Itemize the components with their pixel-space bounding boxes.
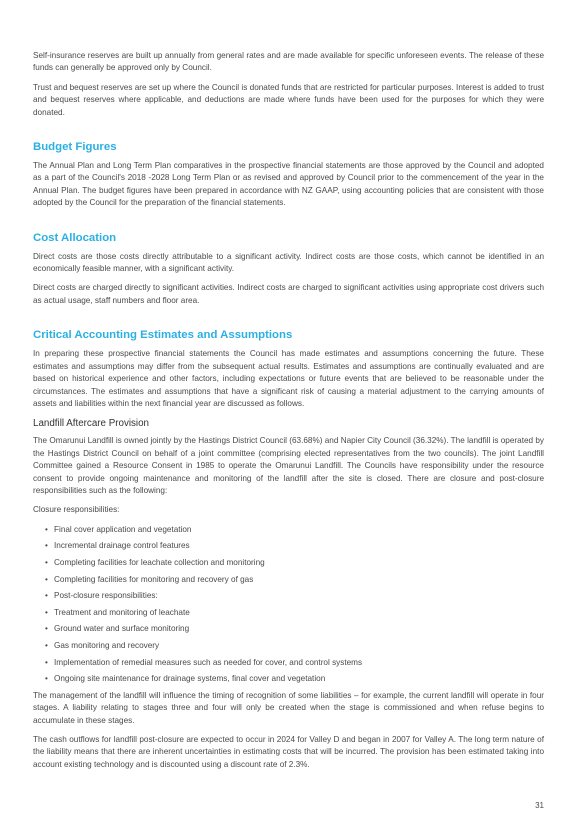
cost-paragraph-2: Direct costs are charged directly to significant activities. Indirect costs are charged to significant activities using appropriate cost drivers such as actual usage, staff numbers and floor area. — [33, 283, 544, 305]
list-item: • Post-closure responsibilities: — [45, 591, 158, 601]
bullet-icon: • — [45, 591, 48, 601]
bullet-icon: • — [45, 541, 48, 551]
list-item: • Completing facilities for monitoring and recovery of gas — [45, 574, 254, 584]
landfill-paragraph-1: The Omarunui Landfill is owned jointly by the Hastings District Council (63.68%) and Napier City Council (36.32%). The landfill is operated by the Hastings District Council on behalf of a joint committee (comprising elected representatives from the two councils). The joint Landfill Committee gained a Resource Consent in 1985 to operate the Omarunui Landfill. The Councils have responsibility under the resource consent to provide ongoing maintenance and monitoring of the landfill after the site is closed. There are closure and post-closure responsibilities such as the following: — [33, 436, 544, 495]
critical-paragraph: In preparing these prospective financial statements the Council has made estimates and assumptions concerning the future. These estimates and assumptions may differ from the subsequent actual results. Estimates and assumptions are continually evaluated and are based on historical experience and other factors, including expectations or future events that are believed to be reasonable under the circumstances. The estimates and assumptions that have a significant risk of causing a material adjustment to the carrying amounts of assets and liabilities within the next financial year are discussed as follows. — [33, 349, 544, 408]
list-item: • Final cover application and vegetation — [45, 524, 192, 534]
intro-paragraph-2: Trust and bequest reserves are set up where the Council is donated funds that are restricted for particular purposes. Interest is added to trust and bequest reserves where applicable, and deductions are made where funds have been used for the purposes for which they were donated. — [33, 82, 544, 117]
list-item: • Gas monitoring and recovery — [45, 640, 160, 650]
budget-paragraph: The Annual Plan and Long Term Plan comparatives in the prospective financial statements are those approved by the Council and adopted as a part of the Council's 2018 -2028 Long Term Plan or as revised and approved by Council prior to the commencement of the year in the Annual Plan. The budget figures have been prepared in accordance with NZ GAAP, using accounting policies that are consistent with those adopted by the Council for the preparation of the financial statements. — [33, 161, 544, 208]
bullet-icon: • — [45, 674, 48, 684]
list-item: • Completing facilities for leachate collection and monitoring — [45, 557, 265, 567]
list-item: • Ground water and surface monitoring — [45, 624, 190, 634]
page-number: 31 — [535, 801, 544, 810]
landfill-heading: Landfill Aftercare Provision — [33, 418, 149, 430]
bullet-icon: • — [45, 574, 48, 584]
closure-responsibilities-list — [33, 524, 544, 684]
bullet-icon: • — [45, 524, 48, 534]
list-item: • Treatment and monitoring of leachate — [45, 607, 190, 617]
bullet-icon: • — [45, 557, 48, 567]
cost-paragraph-1: Direct costs are those costs directly attributable to a significant activity. Indirect costs are those costs, which cannot be identified in an economically feasible manner, with a significant activity. — [33, 251, 544, 274]
cost-allocation-heading: Cost Allocation — [33, 231, 117, 244]
list-item: • Ongoing site maintenance for drainage systems, final cover and vegetation — [45, 674, 326, 684]
critical-estimates-heading: Critical Accounting Estimates and Assumptions — [33, 329, 293, 342]
landfill-paragraph-2: The management of the landfill will influence the timing of recognition of some liabilities – for example, the current landfill will operate in four stages. A liability relating to stages three and four will only be created when the stage is commissioned and when refuse begins to accumulate in these stages. — [33, 690, 544, 725]
list-item: • Incremental drainage control features — [45, 541, 190, 551]
bullet-icon: • — [45, 657, 48, 667]
budget-figures-heading: Budget Figures — [33, 141, 117, 154]
bullet-icon: • — [45, 607, 48, 617]
bullet-icon: • — [45, 640, 48, 650]
intro-paragraph-1: Self-insurance reserves are built up annually from general rates and are made available for specific unforeseen events. The release of these funds can generally be approved only by Council. — [33, 51, 544, 73]
list-item: • Implementation of remedial measures such as needed for cover, and control systems — [45, 657, 363, 667]
closure-list-intro: Closure responsibilities: — [33, 505, 120, 515]
landfill-paragraph-3: The cash outflows for landfill post-closure are expected to occur in 2024 for Valley D and began in 2007 for Valley A. The long term nature of the liability means that there are inherent uncertainties in estimating costs that will be incurred. The provision has been estimated taking into account existing technology and is discounted using a discount rate of 2.3%. — [33, 734, 544, 769]
bullet-icon: • — [45, 624, 48, 634]
